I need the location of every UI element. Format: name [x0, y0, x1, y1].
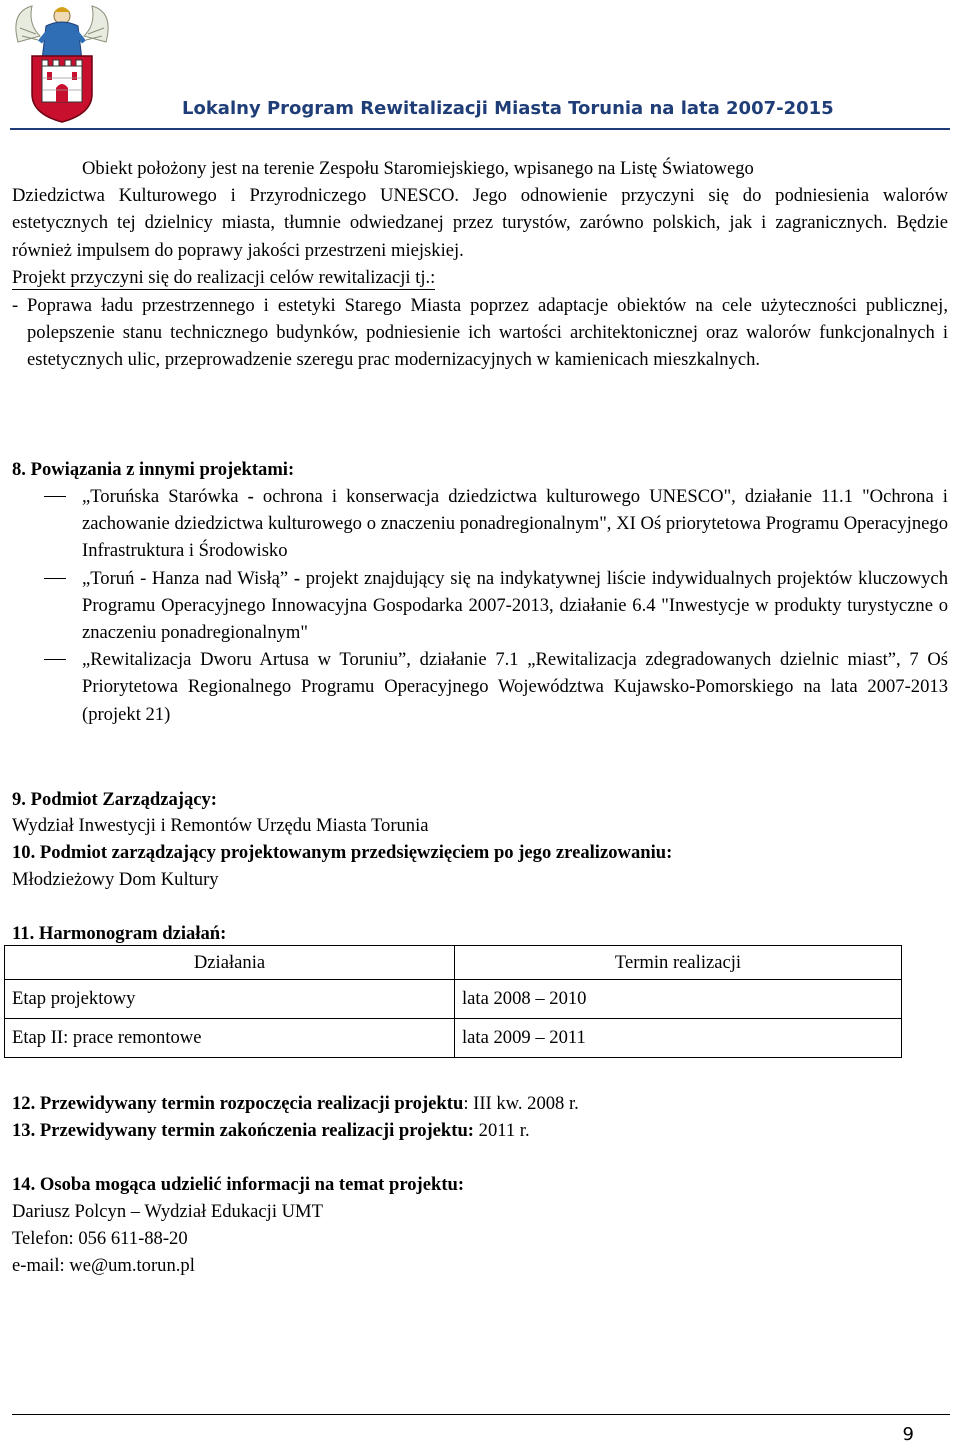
header-divider — [10, 128, 950, 130]
section-11-heading: 11. Harmonogram działań: — [12, 923, 227, 944]
section-13-value: 2011 r. — [474, 1120, 530, 1141]
table-cell-action: Etap II: prace remontowe — [5, 1019, 455, 1058]
table-cell-term: lata 2008 – 2010 — [455, 980, 902, 1019]
goal-item-text: Poprawa ładu przestrzennego i estetyki Starego Miasta poprzez adaptacje obiektów na cele użyteczności publicznej, polepszenie stanu technicznego budynków, podniesienie ich wartości architektonicznej oraz walorów funkcjonalnych i estetycznych ulic, przeprowadzenie szeregu prac modernizacyjnych w kamienicach mieszkalnych. — [27, 295, 948, 371]
table-cell-action: Etap projektowy — [5, 980, 455, 1019]
section-9-heading: 9. Podmiot Zarządzający: — [12, 789, 218, 810]
table-cell-term: lata 2009 – 2011 — [455, 1019, 902, 1058]
table-row — [5, 980, 902, 1019]
related-project-item — [12, 565, 948, 647]
dash-bullet-icon — [44, 659, 66, 660]
document-header-title: Lokalny Program Rewitalizacji Miasta Torunia na lata 2007-2015 — [182, 98, 834, 119]
section-13-label: 13. Przewidywany termin zakończenia realizacji projektu: — [12, 1120, 475, 1141]
torun-coat-of-arms-icon — [10, 2, 114, 126]
schedule-table — [4, 945, 902, 1058]
table-header-cell: Termin realizacji — [455, 946, 902, 980]
table-row — [5, 1019, 902, 1058]
contact-email: e-mail: we@um.torun.pl — [12, 1255, 195, 1276]
section-10-heading: 10. Podmiot zarządzający projektowanym przedsięwzięciem po jego zrealizowaniu: — [12, 842, 673, 863]
table-header-row — [5, 946, 902, 980]
section-12 — [12, 1090, 579, 1117]
goal-item — [12, 292, 948, 374]
intro-paragraph — [12, 155, 948, 374]
related-project-description: ochrona i konserwacja dziedzictwa kulturowego UNESCO", działanie 11.1 "Ochrona i zachowanie dziedzictwa kulturowego o znaczeniu ponadregionalnym", XI Oś priorytetowa Programu Operacyjnego Infrastruktura i Środowisko — [82, 486, 948, 562]
contact-person: Dariusz Polcyn – Wydział Edukacji UMT — [12, 1201, 323, 1222]
managing-entity: Wydział Inwestycji i Remontów Urzędu Miasta Torunia — [12, 815, 429, 836]
intro-line-1: Obiekt położony jest na terenie Zespołu Staromiejskiego, wpisanego na Listę Światowego — [82, 158, 754, 179]
related-project-description: projekt znajdujący się na indykatywnej liście indywidualnych projektów kluczowych Programu Operacyjnego Innowacyjna Gospodarka 2007-2013, działanie 6.4 "Inwestycje w produkty turystyczne o znaczeniu ponadregionalnym" — [82, 567, 948, 644]
related-project-separator: - — [288, 567, 306, 589]
footer-divider — [12, 1414, 950, 1415]
contact-phone: Telefon: 056 611-88-20 — [12, 1228, 188, 1249]
section-13 — [12, 1117, 530, 1144]
goal-item-marker: - — [12, 295, 19, 317]
related-project-item — [12, 483, 948, 565]
dash-bullet-icon — [44, 578, 66, 579]
related-projects-list — [12, 483, 948, 728]
related-project-name: „Rewitalizacja Dworu Artusa w Toruniu”, działanie 7.1 „Rewitalizacja zdegradowanych dzielnic miast”, 7 Oś Priorytetowa Regionalnego Programu Operacyjnego Województwa Kujawsko-Pomorskiego na lata 2007-2013 (projekt 21) — [82, 649, 948, 725]
post-project-managing-entity: Młodzieżowy Dom Kultury — [12, 869, 219, 890]
intro-continuation: Dziedzictwa Kulturowego i Przyrodniczego UNESCO. Jego odnowienie przyczyni się do podniesienia walorów estetycznych tej dzielnicy miasta, tłumnie odwiedzanej przez turystów, zarówno polskich, jak i zagranicznych. Będzie również impulsem do poprawy jakości przestrzeni miejskiej. — [12, 185, 948, 261]
table-header-cell: Działania — [5, 946, 455, 980]
dash-bullet-icon — [44, 496, 66, 497]
section-14-heading: 14. Osoba mogąca udzielić informacji na temat projektu: — [12, 1174, 465, 1195]
related-project-item — [12, 646, 948, 728]
related-project-name: „Toruńska Starówka — [82, 486, 239, 507]
goals-intro: Projekt przyczyni się do realizacji celów rewitalizacji tj.: — [12, 266, 436, 288]
section-12-value: : III kw. 2008 r. — [463, 1093, 579, 1114]
related-project-name: „Toruń - Hanza nad Wisłą” — [82, 567, 289, 589]
related-project-separator: - — [238, 486, 263, 507]
section-12-label: 12. Przewidywany termin rozpoczęcia realizacji projektu — [12, 1093, 464, 1114]
section-8-heading: 8. Powiązania z innymi projektami: — [12, 459, 295, 480]
page-number: 9 — [902, 1424, 914, 1445]
